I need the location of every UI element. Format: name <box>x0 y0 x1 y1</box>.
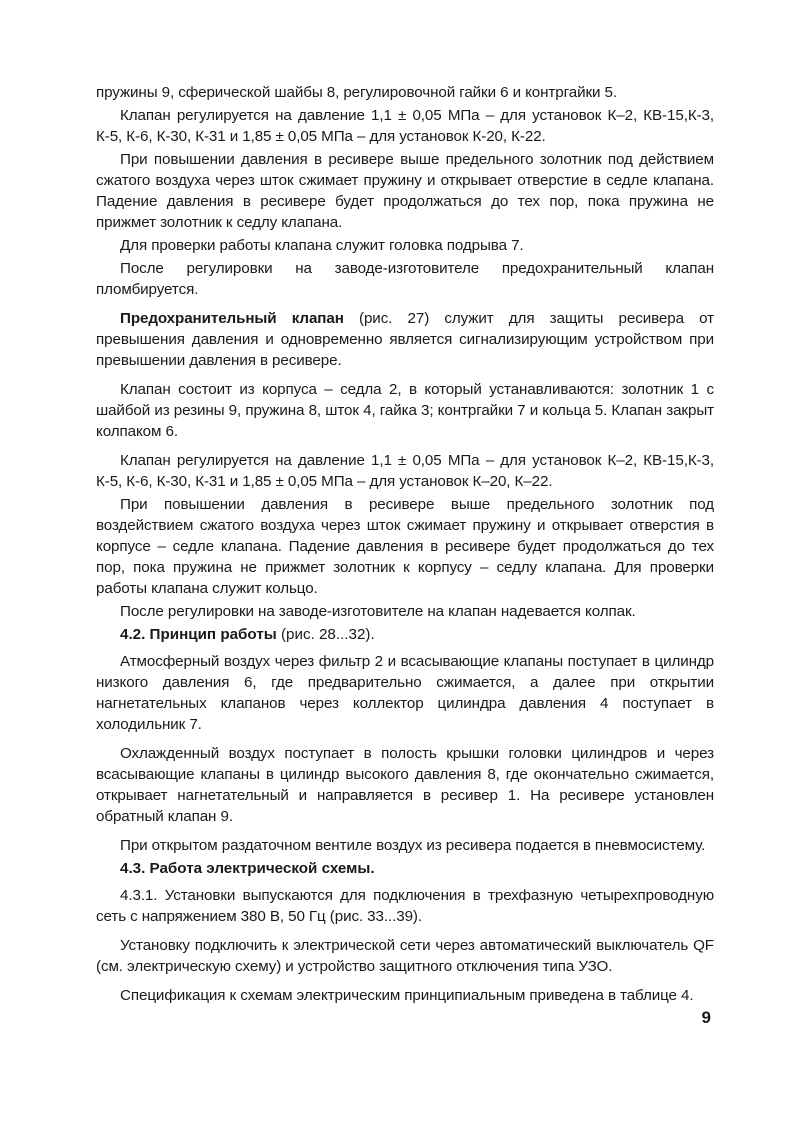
safety-valve-description: (рис. 27) служит для защиты ресивера от превышения давления и одновременно является сигнализирующим устройством при превышении давления в ресивере. <box>96 310 714 369</box>
paragraph-16: Спецификация к схемам электрическим принципиальным приведена в таблице 4. <box>120 987 694 1004</box>
paragraph-7: Клапан состоит из корпуса – седла 2, в который устанавливаются: золотник 1 с шайбой из резины 9, пружина 8, шток 4, гайка 3; контргайки 7 и кольца 5. Клапан закрыт колпаком 6. <box>96 381 714 440</box>
section-title-4-2: 4.2. Принцип работы <box>120 626 277 643</box>
paragraph-3: При повышении давления в ресивере выше предельного золотник под действием сжатого воздуха через шток сжимает пружину и открывает отверстие в седле клапана. Падение давления в ресивере будет продолжаться до тех пор, пока пружина не прижмет золотник к седлу клапана. <box>96 151 714 231</box>
paragraph-12: Охлажденный воздух поступает в полость крышки головки цилиндров и через всасывающие клапаны в цилиндр высокого давления 8, где окончательно сжимается, открывает нагнетательный и направляется в ресивер 1. На ресивере установлен обратный клапан 9. <box>96 745 714 825</box>
paragraph-13: При открытом раздаточном вентиле воздух из ресивера подается в пневмосистему. <box>120 837 706 854</box>
paragraph-6 <box>96 308 714 371</box>
safety-valve-term: Предохранительный клапан <box>120 310 344 327</box>
section-figure-ref-4-2: (рис. 28...32). <box>276 626 375 643</box>
section-heading-4-2 <box>96 624 714 645</box>
paragraph-15: Установку подключить к электрической сети через автоматический выключатель QF (см. электрическую схему) и устройство защитного отключения типа УЗО. <box>96 937 714 975</box>
paragraph-14: 4.3.1. Установки выпускаются для подключения в трехфазную четырехпроводную сеть с напряжением 380 В, 50 Гц (рис. 33...39). <box>96 887 714 925</box>
paragraph-9: При повышении давления в ресивере выше предельного золотник под воздействием сжатого воздуха через шток сжимает пружину и открывает отверстия в корпусе – седле клапана. Падение давления в ресивере будет продолжаться до тех пор, пока пружина не прижмет золотник к корпусу – седлу клапана. Для проверки работы клапана служит кольцо. <box>96 496 714 597</box>
paragraph-1: пружины 9, сферической шайбы 8, регулировочной гайки 6 и контргайки 5. <box>96 84 617 101</box>
section-heading-4-3: 4.3. Работа электрической схемы. <box>120 860 375 877</box>
page-number: 9 <box>701 1008 711 1027</box>
paragraph-4: Для проверки работы клапана служит головка подрыва 7. <box>120 237 524 254</box>
paragraph-2: Клапан регулируется на давление 1,1 ± 0,05 МПа – для установок К–2, КВ-15,К-3, К-5, К-6, К-30, К-31 и 1,85 ± 0,05 МПа – для установок К-20, К-22. <box>96 107 714 145</box>
paragraph-10: После регулировки на заводе-изготовителе на клапан надевается колпак. <box>120 603 636 620</box>
paragraph-5: После регулировки на заводе-изготовителе предохранительный клапан пломбируется. <box>96 260 714 298</box>
paragraph-8: Клапан регулируется на давление 1,1 ± 0,05 МПа – для установок К–2, КВ-15,К-3, К-5, К-6, К-30, К-31 и 1,85 ± 0,05 МПа – для установок К–20, К–22. <box>96 452 714 490</box>
paragraph-11: Атмосферный воздух через фильтр 2 и всасывающие клапаны поступает в цилиндр низкого давления 6, где предварительно сжимается, а далее при открытии нагнетательных клапанов через коллектор цилиндра давления 4 поступает в холодильник 7. <box>96 653 714 733</box>
